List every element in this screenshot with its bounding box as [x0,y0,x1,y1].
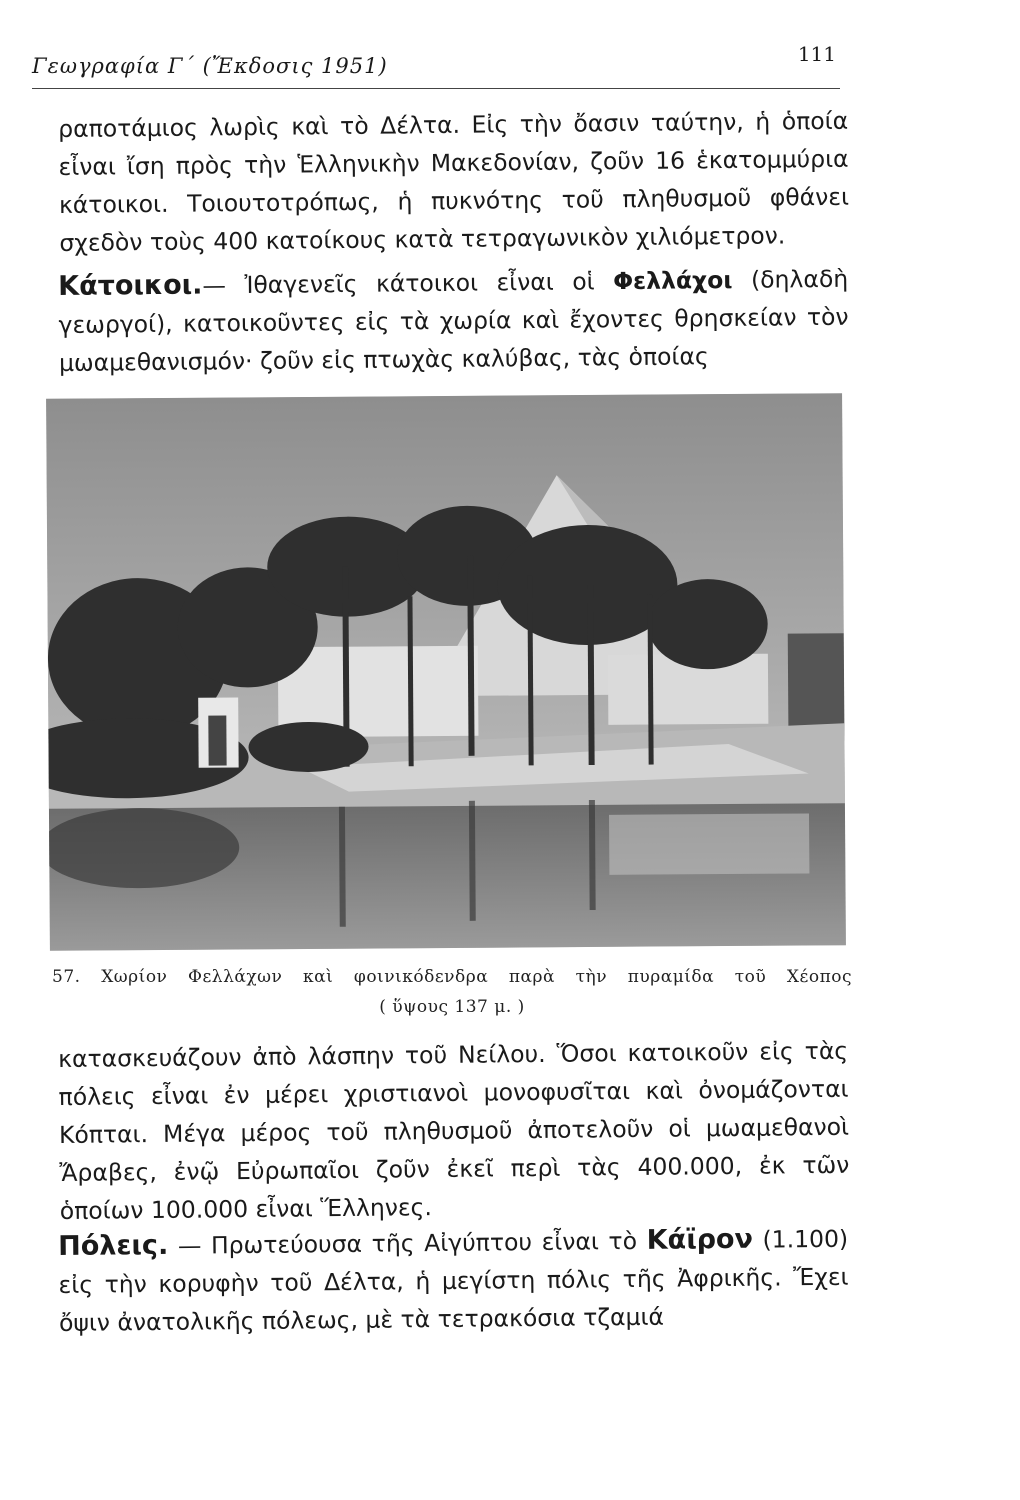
running-title: Γεωγραφία Γ΄ (Ἔκδοσις 1951) [32,54,388,78]
photo-illustration [46,393,846,951]
caption-line-2: ( ὕψους 137 μ. ) [379,997,525,1017]
paragraph-delta-population [58,102,850,262]
section-heading-cities: Πόλεις. [58,1229,169,1262]
page-header [32,38,840,89]
caption-line-1: 57. Χωρίον Φελλάχων καὶ φοινικόδενδρα παρὰ τὴν πυραμίδα τοῦ Χέοπος [52,967,852,987]
paragraph-text: (δηλαδὴ γεωργοί), κατοικοῦντες εἰς τὰ χωρία καὶ ἔχοντες θρησκείαν τὸν μωαμεθανισμόν· ζοῦν εἰς πτωχὰς καλύβας, τὰς ὁποίας [58,264,849,377]
paragraph-cities [58,1220,849,1342]
paragraph-text: — Ἰθαγενεῖς κάτοικοι εἶναι οἱ [202,267,614,300]
paragraph-text: κατασκευάζουν ἀπὸ λάσπην τοῦ Νείλου. Ὅσοι κατοικοῦν εἰς τὰς πόλεις εἶναι ἐν μέρει χριστιανοὶ μονοφυσῖται καὶ ὀνομάζονται Κόπται. Μέγα μέρος τοῦ πληθυσμοῦ ἀποτελοῦν οἱ μωαμεθανοὶ Ἄραβες, ἐνῷ Εὐρωπαῖοι ζοῦν ἐκεῖ περὶ τὰς 400.000, ἐκ τῶν ὁποίων 100.000 εἶναι Ἕλληνες. [58,1036,850,1225]
paragraph-text: ραποτάμιος λωρὶς καὶ τὸ Δέλτα. Εἰς τὴν ὄασιν ταύτην, ἡ ὁποία εἶναι ἴση πρὸς τὴν Ἑλληνικὴν Μακεδονίαν, ζοῦν 16 ἑκατομμύρια κάτοικοι. Τοιουτοτρόπως, ἡ πυκνότης τοῦ πληθυσμοῦ φθάνει σχεδὸν τοὺς 400 κατοίκους κατὰ τετραγωνικὸν χιλιόμετρον. [58,106,850,257]
keyword-cairo: Κάϊρον [646,1223,754,1256]
paragraph-text: — Πρωτεύουσα τῆς Αἰγύπτου εἶναι τὸ [168,1226,647,1260]
paragraph-text: (1.100) εἰς τὴν κορυφὴν τοῦ Δέλτα, ἡ μεγίστη πόλις τῆς Ἀφρικῆς. Ἔχει ὄψιν ἀνατολικῆς πόλεως, μὲ τὰ τετρακόσια τζαμιά [58,1224,849,1337]
photograph-pyramid-village [46,393,846,951]
page-number: 111 [797,42,836,66]
figure-caption [52,962,852,1022]
paragraph-inhabitants [58,260,849,382]
paragraph-copts-population [58,1032,850,1230]
section-heading-inhabitants: Κάτοικοι. [58,269,203,302]
keyword-fellahs: Φελλάχοι [612,265,733,296]
